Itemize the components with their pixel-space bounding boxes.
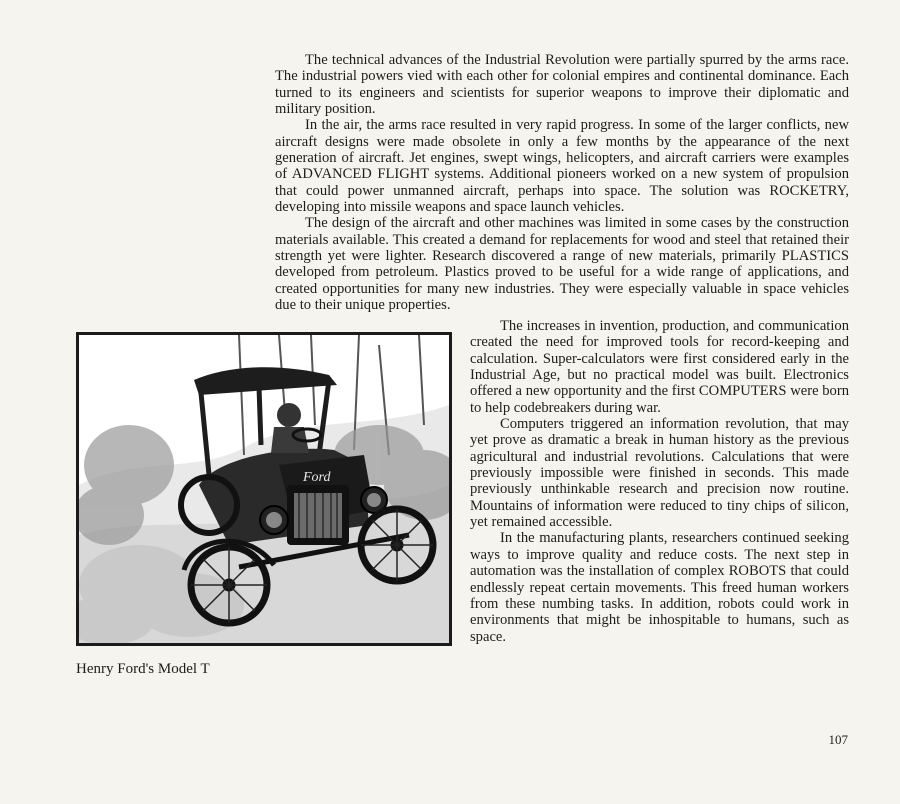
- right-text-block: [470, 318, 849, 645]
- paragraph-advanced-flight: In the air, the arms race resulted in very rapid progress. In some of the larger conflicts, new aircraft designs were made obsolete in only a few months by the appearance of the next generation of aircraft. Jet engines, swept wings, helicopters, and aircraft carriers were examples of ADVANCED FLIGHT systems. Additional pioneers worked on a new system of propulsion that could power unmanned aircraft, perhaps into space. The solution was ROCKETRY, developing into missile weapons and space launch vehicles.: [275, 117, 849, 216]
- paragraph-arms-race: The technical advances of the Industrial Revolution were partially spurred by the arms race. The industrial powers vied with each other for colonial empires and continental dominance. Each turned to its engineers and scientists for superior weapons to improve their diplomatic and military position.: [275, 52, 849, 118]
- ford-logo-text: Ford: [303, 470, 331, 485]
- paragraph-plastics: The design of the aircraft and other machines was limited in some cases by the construction materials available. This created a demand for replacements for wood and steel that retained their strength yet were lighter. Research discovered a range of new materials, primarily PLASTICS developed from petroleum. Plastics proved to be useful for a wide range of applications, and created opportunities for many new industries. They were especially valuable in space vehicles due to their unique properties.: [275, 215, 849, 314]
- figure-caption: Henry Ford's Model T: [76, 661, 210, 677]
- paragraph-information-revolution: Computers triggered an information revolution, that may yet prove as dramatic a break in human history as the previous agricultural and industrial revolutions. Calculations that were previously impossible were finished in seconds. This made previously unthinkable research and precision now routine. Mountains of information were reduced to tiny chips of silicon, yet remained accessible.: [470, 416, 849, 531]
- paragraph-computers: The increases in invention, production, and communication created the need for improved tools for record-keeping and calculation. Super-calculators were first considered early in the Industrial Age, but no practical model was built. Electronics offered a new opportunity and the first COMPUTERS were born to help codebreakers during war.: [470, 318, 849, 416]
- paragraph-robots: In the manufacturing plants, researchers continued seeking ways to improve quality and reduce costs. The next step in automation was the installation of complex ROBOTS that could endlessly repeat certain movements. This freed human workers from these numbing tasks. In addition, robots could work in environments that might be inhospitable to humans, such as space.: [470, 530, 849, 645]
- model-t-illustration: [76, 332, 452, 646]
- page-number: 107: [828, 732, 848, 747]
- model-t-drawing: [79, 335, 449, 643]
- top-text-block: [275, 52, 849, 314]
